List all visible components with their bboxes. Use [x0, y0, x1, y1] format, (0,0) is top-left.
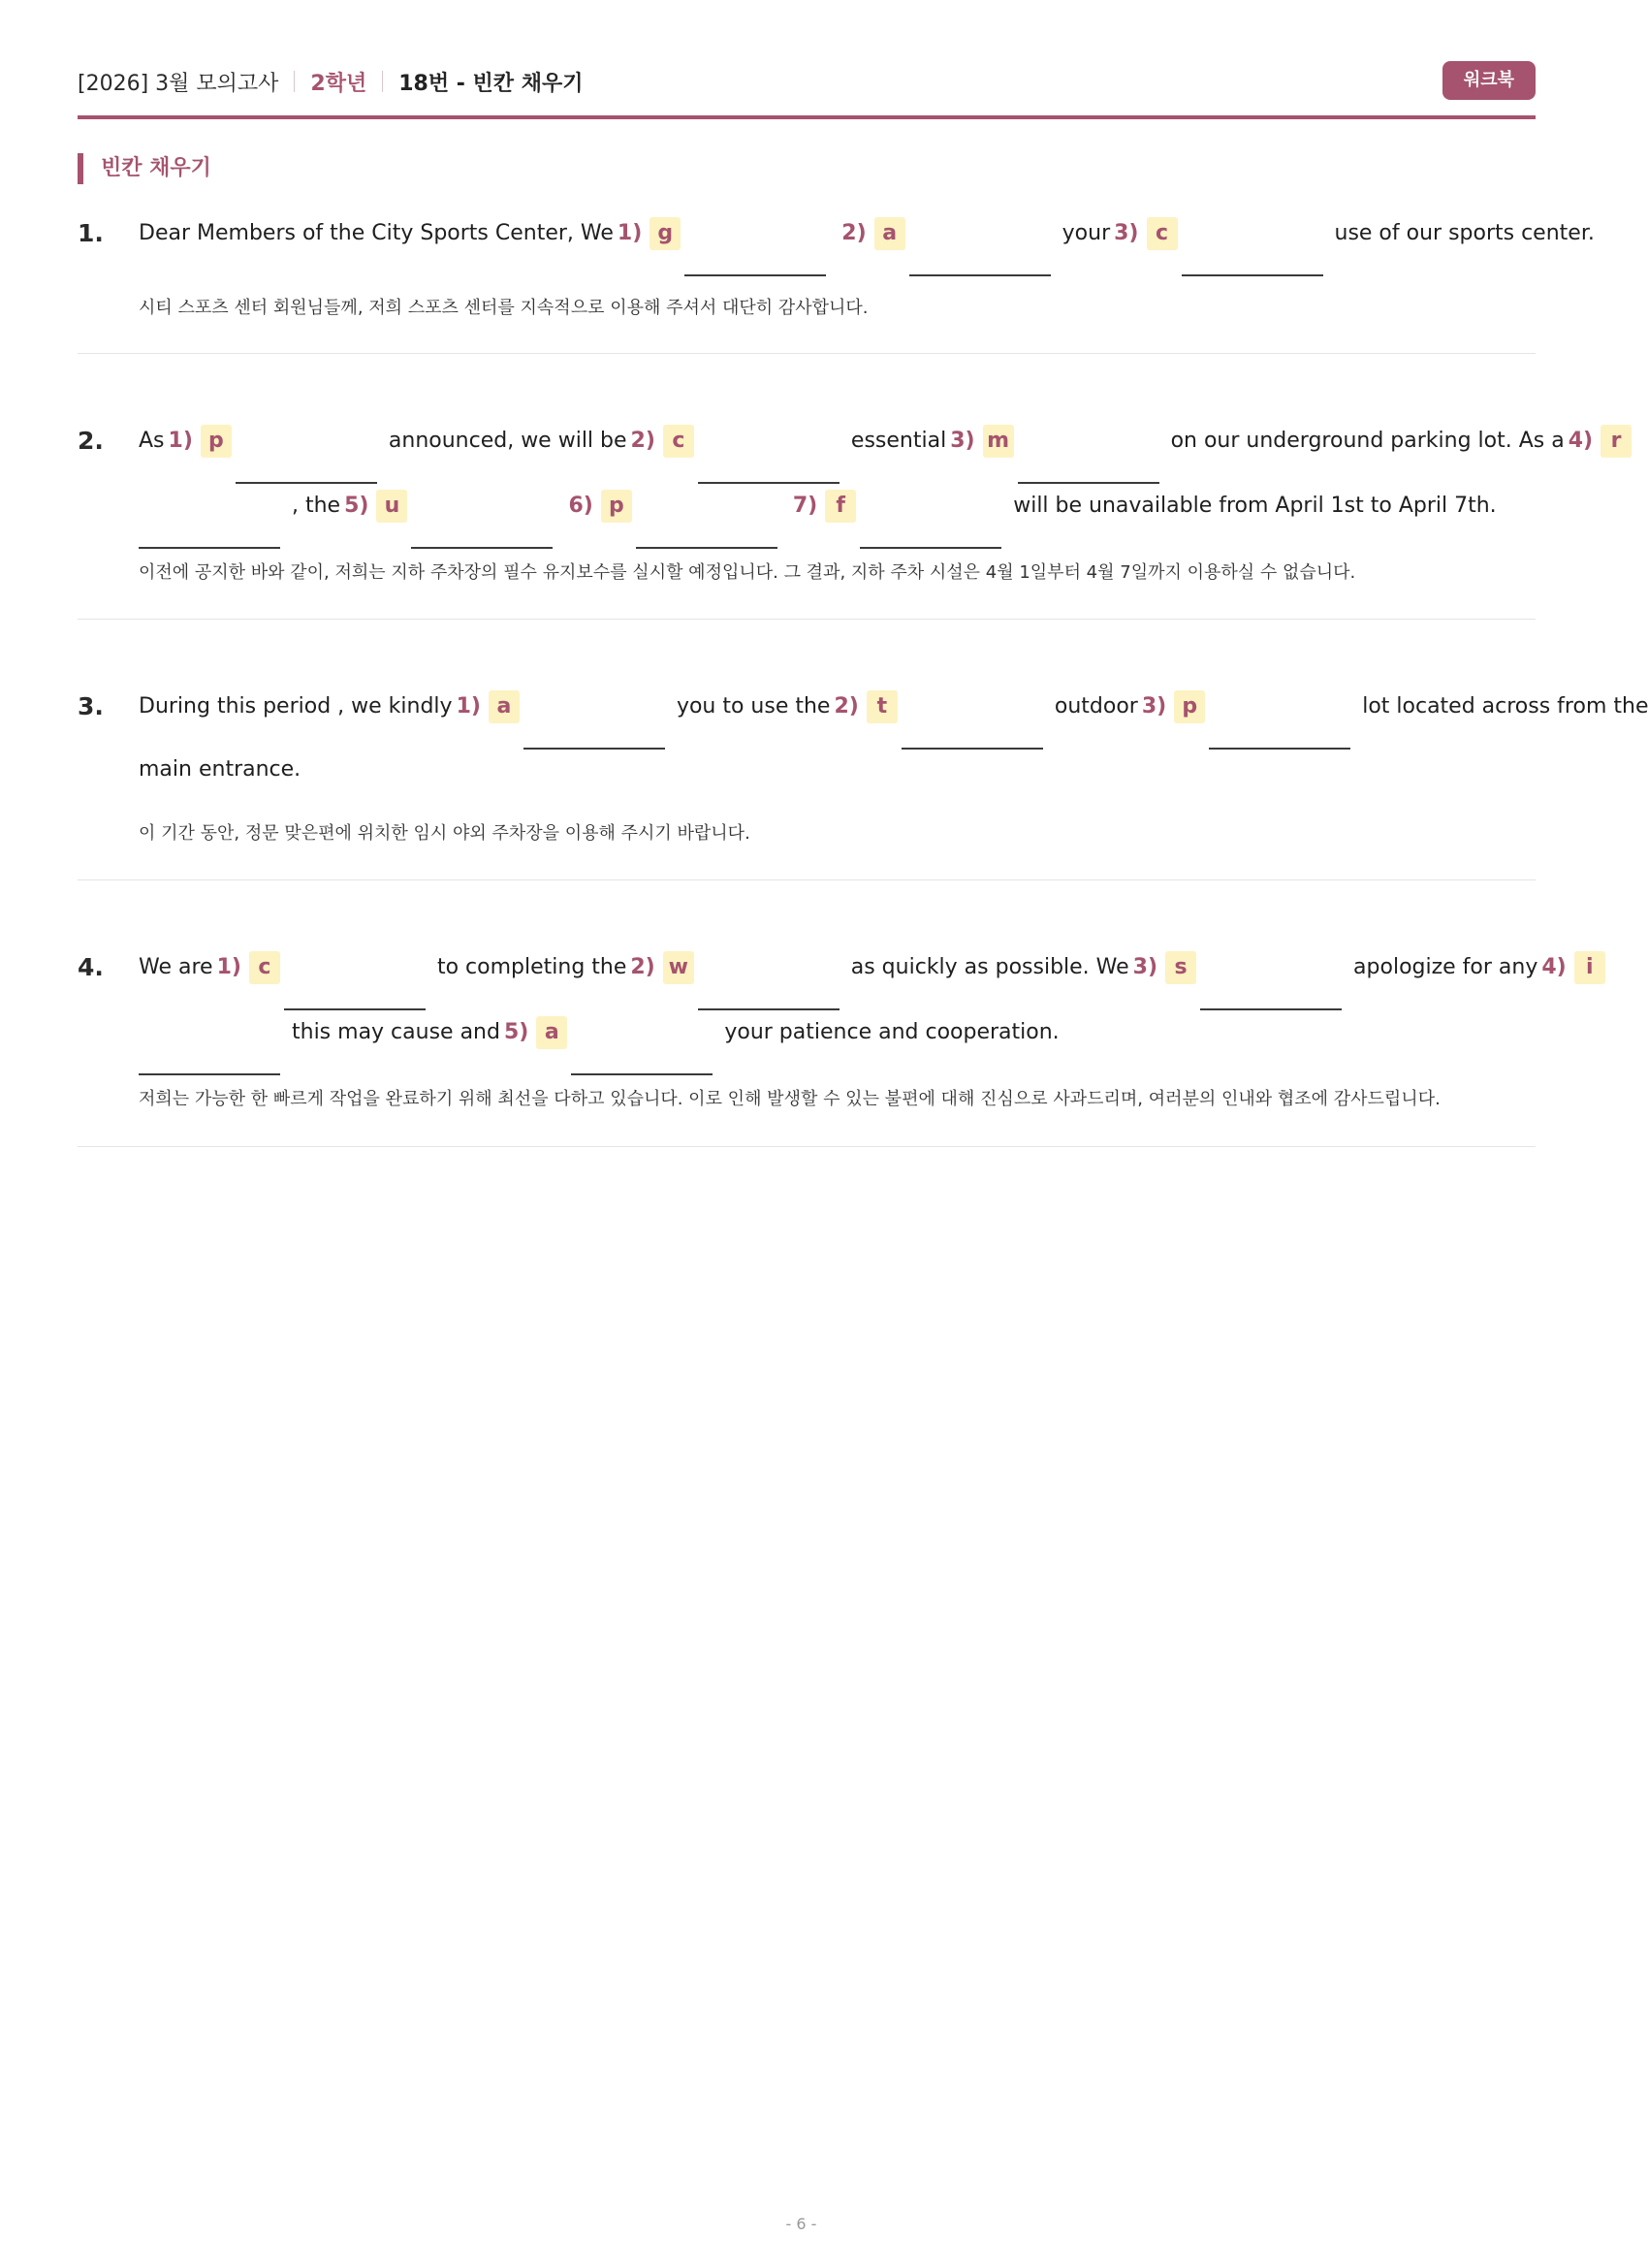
question-divider	[78, 1146, 1536, 1147]
answer-blank[interactable]	[139, 1013, 280, 1075]
header-rule	[78, 115, 1536, 119]
answer-blank[interactable]	[698, 948, 840, 1010]
sentence-text: , the	[292, 494, 341, 518]
blank-marker: 3)	[1141, 694, 1167, 719]
blank-marker: 2)	[630, 955, 655, 979]
sentence-text: your	[1062, 221, 1111, 245]
hint-letter: a	[489, 690, 520, 723]
blank-marker: 1)	[216, 955, 241, 979]
answer-blank[interactable]	[684, 214, 826, 276]
korean-translation: 저희는 가능한 한 빠르게 작업을 완료하기 위해 최선을 다하고 있습니다. 이로 인해 발생할 수 있는 불편에 대해 진심으로 사과드리며, 여러분의 인내와 협조에 감사드립니다.	[139, 1089, 1441, 1109]
answer-blank[interactable]	[1018, 422, 1159, 484]
blank-marker: 7)	[792, 494, 818, 518]
korean-translation: 이 기간 동안, 정문 맞은편에 위치한 임시 야외 주차장을 이용해 주시기 바랍니다.	[139, 823, 750, 844]
sentence-text: main entrance.	[139, 757, 301, 782]
hint-letter: a	[874, 217, 905, 250]
sentence-text: essential	[850, 429, 947, 453]
sentence-text: As	[139, 429, 165, 453]
sentence-text: your patience and cooperation.	[724, 1020, 1060, 1044]
sentence-text: lot located across from the	[1362, 694, 1648, 719]
korean-translation: 시티 스포츠 센터 회원님들께, 저희 스포츠 센터를 지속적으로 이용해 주셔서 대단히 감사합니다.	[139, 298, 869, 318]
question-line	[139, 214, 1595, 278]
answer-blank[interactable]	[698, 422, 840, 484]
sentence-text: use of our sports center.	[1334, 221, 1595, 245]
question-number: 1.	[78, 219, 104, 247]
hint-letter: u	[376, 490, 407, 523]
question-line	[139, 751, 301, 815]
answer-blank[interactable]	[523, 687, 665, 750]
exam-label: [2026] 3월 모의고사	[78, 71, 279, 96]
question-number: 2.	[78, 427, 104, 455]
answer-blank[interactable]	[1209, 687, 1350, 750]
answer-blank[interactable]	[902, 687, 1043, 750]
page-number: - 6 -	[785, 2215, 817, 2233]
sentence-text: During this period , we kindly	[139, 694, 453, 719]
hint-letter: i	[1574, 951, 1605, 984]
blank-marker: 2)	[841, 221, 867, 245]
sentence-text: as quickly as possible. We	[850, 955, 1129, 979]
hint-letter: p	[601, 490, 632, 523]
question-divider	[78, 879, 1536, 880]
korean-translation: 이전에 공지한 바와 같이, 저희는 지하 주차장의 필수 유지보수를 실시할 예정입니다. 그 결과, 지하 주차 시설은 4월 1일부터 4월 7일까지 이용하실 수 없습니다.	[139, 562, 1356, 583]
hint-letter: f	[825, 490, 856, 523]
blank-marker: 6)	[568, 494, 593, 518]
hint-letter: g	[650, 217, 681, 250]
question-line	[139, 687, 1648, 751]
sentence-text: apologize for any	[1353, 955, 1538, 979]
blank-marker: 2)	[834, 694, 859, 719]
answer-blank[interactable]	[236, 422, 377, 484]
blank-marker: 3)	[950, 429, 975, 453]
hint-letter: a	[536, 1016, 567, 1049]
answer-blank[interactable]	[411, 487, 553, 549]
hint-letter: c	[1147, 217, 1178, 250]
hint-letter: c	[663, 425, 694, 458]
blank-marker: 1)	[456, 694, 481, 719]
answer-blank[interactable]	[860, 487, 1001, 549]
answer-blank[interactable]	[636, 487, 777, 549]
question-line	[139, 422, 1632, 486]
header-separator	[294, 71, 295, 92]
blank-marker: 4)	[1568, 429, 1594, 453]
hint-letter: w	[663, 951, 694, 984]
hint-letter: m	[983, 425, 1014, 458]
sentence-text: this may cause and	[292, 1020, 500, 1044]
answer-blank[interactable]	[909, 214, 1051, 276]
question-line	[139, 948, 1605, 1012]
blank-marker: 2)	[630, 429, 655, 453]
hint-letter: c	[249, 951, 280, 984]
answer-blank[interactable]	[139, 487, 280, 549]
hint-letter: p	[1174, 690, 1205, 723]
blank-marker: 5)	[344, 494, 369, 518]
answer-blank[interactable]	[284, 948, 426, 1010]
sentence-text: will be unavailable from April 1st to April 7th.	[1013, 494, 1497, 518]
sentence-text: announced, we will be	[388, 429, 627, 453]
blank-marker: 5)	[503, 1020, 529, 1044]
workbook-badge: 워크북	[1442, 61, 1536, 100]
blank-marker: 3)	[1132, 955, 1158, 979]
sentence-text: outdoor	[1054, 694, 1138, 719]
hint-letter: r	[1600, 425, 1632, 458]
page-header	[78, 62, 1536, 101]
blank-marker: 3)	[1114, 221, 1139, 245]
grade-label: 2학년	[310, 71, 367, 96]
header-separator	[382, 71, 383, 92]
question-line	[139, 487, 1497, 551]
question-divider	[78, 619, 1536, 620]
answer-blank[interactable]	[1182, 214, 1323, 276]
answer-blank[interactable]	[571, 1013, 713, 1075]
section-title: 빈칸 채우기	[78, 153, 211, 184]
question-number: 4.	[78, 953, 104, 981]
question-divider	[78, 353, 1536, 354]
blank-marker: 1)	[617, 221, 643, 245]
sentence-text: to completing the	[436, 955, 627, 979]
answer-blank[interactable]	[1200, 948, 1342, 1010]
question-number: 3.	[78, 692, 104, 720]
sentence-text: you to use the	[676, 694, 831, 719]
sentence-text: We are	[139, 955, 213, 979]
hint-letter: s	[1165, 951, 1196, 984]
blank-marker: 4)	[1541, 955, 1567, 979]
worksheet-title: 18번 - 빈칸 채우기	[398, 71, 584, 96]
hint-letter: p	[201, 425, 232, 458]
sentence-text: on our underground parking lot. As a	[1170, 429, 1565, 453]
sentence-text: Dear Members of the City Sports Center, We	[139, 221, 614, 245]
question-line	[139, 1013, 1060, 1077]
hint-letter: t	[867, 690, 898, 723]
blank-marker: 1)	[168, 429, 193, 453]
